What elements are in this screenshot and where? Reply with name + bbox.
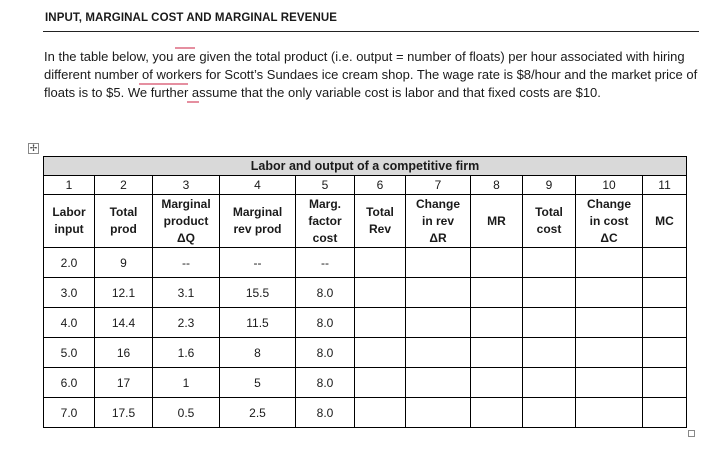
blank-answer-cell[interactable] [643, 368, 687, 398]
blank-answer-cell[interactable] [643, 308, 687, 338]
column-header-line: Marginal [232, 205, 283, 219]
column-header-line: MR [487, 213, 506, 228]
column-header-line: Marg. [308, 196, 341, 211]
column-header-line: rev prod [233, 222, 282, 236]
column-number: 1 [44, 176, 95, 195]
column-header-line: factor [308, 213, 342, 228]
table-cell: -- [153, 248, 220, 278]
blank-answer-cell[interactable] [355, 278, 406, 308]
blank-answer-cell[interactable] [643, 278, 687, 308]
table-row [44, 368, 687, 398]
table-cell: 8.0 [296, 398, 355, 428]
column-number: 11 [643, 176, 687, 195]
blank-answer-cell[interactable] [523, 368, 576, 398]
table-cell: 2.5 [220, 398, 296, 428]
column-header [576, 195, 643, 248]
blank-answer-cell[interactable] [523, 248, 576, 278]
table-cell: 9 [95, 248, 153, 278]
column-number-row [44, 176, 687, 195]
table-resize-handle[interactable] [688, 430, 695, 437]
column-number: 6 [355, 176, 406, 195]
blank-answer-cell[interactable] [576, 278, 643, 308]
column-header-line: ΔQ [177, 230, 195, 245]
column-header-line: Marginal [161, 196, 211, 211]
column-header [296, 195, 355, 248]
table-cell: 15.5 [220, 278, 296, 308]
column-header [95, 195, 153, 248]
column-header-line: product [163, 213, 209, 228]
column-header-line: input [54, 222, 84, 236]
blank-answer-cell[interactable] [355, 248, 406, 278]
table-cell: 8.0 [296, 308, 355, 338]
table-cell: 6.0 [44, 368, 95, 398]
column-header-line: Total [109, 205, 138, 219]
blank-answer-cell[interactable] [576, 248, 643, 278]
table-row [44, 278, 687, 308]
table-cell: 5 [220, 368, 296, 398]
blank-answer-cell[interactable] [471, 248, 523, 278]
column-header [406, 195, 471, 248]
column-header-row [44, 195, 687, 248]
blank-answer-cell[interactable] [355, 338, 406, 368]
blank-answer-cell[interactable] [355, 398, 406, 428]
blank-answer-cell[interactable] [406, 368, 471, 398]
spellcheck-squiggle [175, 47, 195, 49]
column-header-line: cost [536, 222, 562, 236]
column-number: 3 [153, 176, 220, 195]
blank-answer-cell[interactable] [406, 338, 471, 368]
column-number: 7 [406, 176, 471, 195]
table-cell: 7.0 [44, 398, 95, 428]
column-header-line: Rev [368, 222, 391, 236]
table-cell: 2.0 [44, 248, 95, 278]
table-cell: 17.5 [95, 398, 153, 428]
table-cell: -- [296, 248, 355, 278]
column-header-line: Total [366, 205, 394, 219]
table-cell: 17 [95, 368, 153, 398]
blank-answer-cell[interactable] [523, 278, 576, 308]
blank-answer-cell[interactable] [643, 398, 687, 428]
blank-answer-cell[interactable] [576, 308, 643, 338]
blank-answer-cell[interactable] [643, 338, 687, 368]
table-row [44, 338, 687, 368]
spellcheck-squiggle [139, 83, 188, 85]
column-header [220, 195, 296, 248]
blank-answer-cell[interactable] [576, 338, 643, 368]
column-header [643, 195, 687, 248]
column-header [44, 195, 95, 248]
column-number: 8 [471, 176, 523, 195]
column-number: 9 [523, 176, 576, 195]
table-cell: 8.0 [296, 278, 355, 308]
column-header-line: Change [415, 196, 460, 211]
column-header-line: Total [535, 205, 563, 219]
blank-answer-cell[interactable] [643, 248, 687, 278]
blank-answer-cell[interactable] [523, 398, 576, 428]
table-cell: 0.5 [153, 398, 220, 428]
table-cell: 2.3 [153, 308, 220, 338]
blank-answer-cell[interactable] [471, 398, 523, 428]
column-header-line: cost [312, 230, 338, 245]
column-header [153, 195, 220, 248]
column-header [471, 195, 523, 248]
blank-answer-cell[interactable] [523, 338, 576, 368]
column-header [523, 195, 576, 248]
blank-answer-cell[interactable] [406, 398, 471, 428]
heading-rule [43, 31, 699, 32]
table-cell: 8 [220, 338, 296, 368]
blank-answer-cell[interactable] [523, 308, 576, 338]
table-move-handle[interactable] [28, 143, 39, 154]
blank-answer-cell[interactable] [471, 278, 523, 308]
table-row [44, 248, 687, 278]
blank-answer-cell[interactable] [576, 368, 643, 398]
table-cell: 8.0 [296, 338, 355, 368]
table-cell: 1 [153, 368, 220, 398]
column-header-line: Change [586, 196, 631, 211]
column-header-line: in rev [421, 213, 454, 228]
blank-answer-cell[interactable] [406, 278, 471, 308]
table-cell: 11.5 [220, 308, 296, 338]
column-number: 10 [576, 176, 643, 195]
blank-answer-cell[interactable] [406, 308, 471, 338]
table-cell: 4.0 [44, 308, 95, 338]
spellcheck-squiggle [187, 101, 199, 103]
table-cell: 5.0 [44, 338, 95, 368]
column-header-line: Labor [52, 205, 86, 219]
table-cell: 16 [95, 338, 153, 368]
column-header-line: ΔR [429, 230, 447, 245]
problem-paragraph: In the table below, you are given the total product (i.e. output = number of floats) per hour associated with hiring different number of workers for Scott’s Sundaes ice cream shop. The wage rate is $8/hour and the market price of floats is to $5. We further assume that the only variable cost is labor and that fixed costs are $10. [44, 49, 698, 101]
table-cell: 3.1 [153, 278, 220, 308]
blank-answer-cell[interactable] [471, 368, 523, 398]
blank-answer-cell[interactable] [355, 308, 406, 338]
section-heading: INPUT, MARGINAL COST AND MARGINAL REVENUE [45, 12, 338, 24]
column-number: 2 [95, 176, 153, 195]
move-arrows-icon: ✢ [29, 143, 38, 153]
blank-answer-cell[interactable] [355, 368, 406, 398]
column-header-line: ΔC [600, 230, 618, 245]
table-row [44, 308, 687, 338]
column-header [355, 195, 406, 248]
column-header-line: prod [110, 222, 137, 236]
table-cell: 12.1 [95, 278, 153, 308]
column-header-line: MC [655, 213, 674, 228]
table-cell: 14.4 [95, 308, 153, 338]
column-number: 5 [296, 176, 355, 195]
blank-answer-cell[interactable] [576, 398, 643, 428]
blank-answer-cell[interactable] [471, 308, 523, 338]
table-row [44, 398, 687, 428]
blank-answer-cell[interactable] [406, 248, 471, 278]
table-caption: Labor and output of a competitive firm [44, 157, 687, 176]
column-header-line: in cost [589, 213, 629, 228]
table-cell: 3.0 [44, 278, 95, 308]
labor-output-table [43, 156, 687, 428]
table-cell: -- [220, 248, 296, 278]
table-cell: 8.0 [296, 368, 355, 398]
column-number: 4 [220, 176, 296, 195]
blank-answer-cell[interactable] [471, 338, 523, 368]
table-cell: 1.6 [153, 338, 220, 368]
